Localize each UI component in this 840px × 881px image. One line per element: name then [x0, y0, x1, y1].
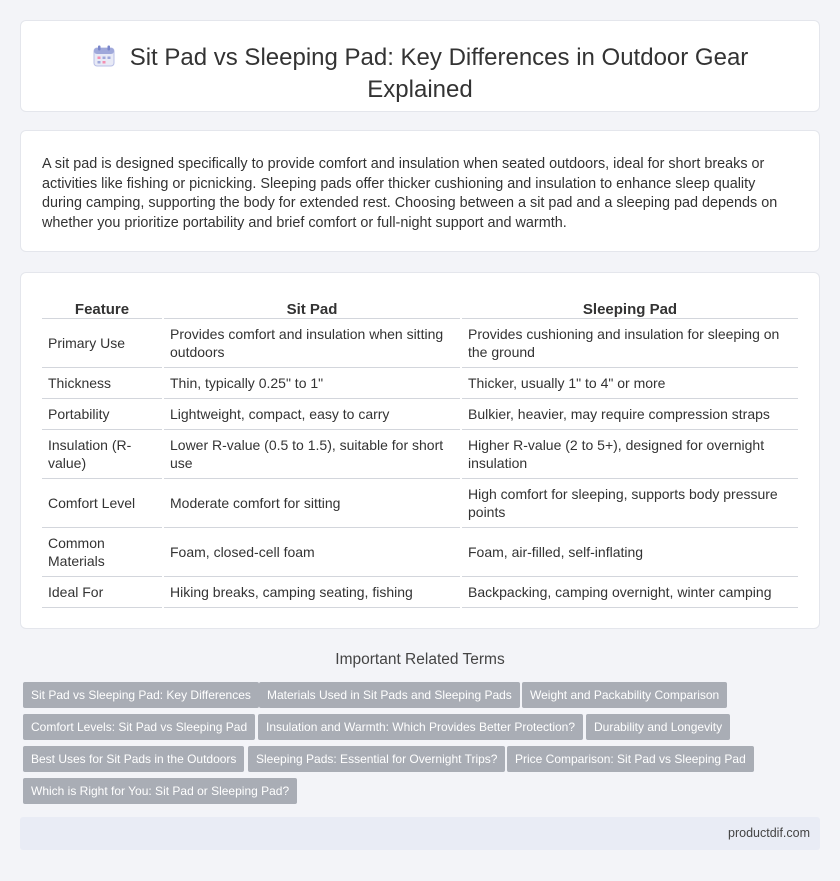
- table-row: [42, 478, 798, 527]
- row-feature: Common Materials: [42, 527, 163, 576]
- footer-site[interactable]: productdif.com: [728, 826, 810, 840]
- row-feature: Insulation (R-value): [42, 429, 163, 478]
- related-tag[interactable]: Which is Right for You: Sit Pad or Sleeping Pad?: [23, 778, 297, 804]
- row-sit-pad: Hiking breaks, camping seating, fishing: [163, 576, 461, 607]
- related-tag[interactable]: Comfort Levels: Sit Pad vs Sleeping Pad: [23, 714, 255, 740]
- calendar-icon: [92, 44, 116, 75]
- row-sit-pad: Thin, typically 0.25" to 1": [163, 367, 461, 398]
- row-sleeping-pad: High comfort for sleeping, supports body pressure points: [461, 478, 798, 527]
- row-feature: Primary Use: [42, 318, 163, 367]
- related-tag[interactable]: Insulation and Warmth: Which Provides Better Protection?: [258, 714, 583, 740]
- header-sleeping-pad: Sleeping Pad: [461, 297, 798, 318]
- intro-card: [20, 130, 820, 252]
- row-sleeping-pad: Provides cushioning and insulation for sleeping on the ground: [461, 318, 798, 367]
- row-sleeping-pad: Backpacking, camping overnight, winter camping: [461, 576, 798, 607]
- page-title: [21, 43, 819, 104]
- row-sit-pad: Lower R-value (0.5 to 1.5), suitable for short use: [163, 429, 461, 478]
- row-sit-pad: Lightweight, compact, easy to carry: [163, 398, 461, 429]
- row-sleeping-pad: Foam, air-filled, self-inflating: [461, 527, 798, 576]
- row-feature: Comfort Level: [42, 478, 163, 527]
- title-line-2: Explained: [367, 76, 473, 103]
- row-sit-pad: Provides comfort and insulation when sitting outdoors: [163, 318, 461, 367]
- related-tag[interactable]: Sleeping Pads: Essential for Overnight Trips?: [248, 746, 505, 772]
- intro-paragraph: A sit pad is designed specifically to provide comfort and insulation when seated outdoors, ideal for short breaks or activities like fishing or picnicking. Sleeping pads offer thicker cushioning and insulation to enhance sleep quality during camping, supporting the body for extended rest. Choosing between a sit pad and a sleeping pad depends on whether you prioritize portability and brief comfort or full-night support and warmth.: [42, 156, 778, 231]
- related-terms-heading: Important Related Terms: [335, 651, 505, 668]
- comparison-card: [20, 272, 820, 629]
- header-feature: Feature: [42, 297, 163, 318]
- related-tag[interactable]: Price Comparison: Sit Pad vs Sleeping Pad: [507, 746, 754, 772]
- table-row: [42, 527, 798, 576]
- comparison-table: [42, 297, 798, 608]
- row-sleeping-pad: Higher R-value (2 to 5+), designed for overnight insulation: [461, 429, 798, 478]
- related-tag[interactable]: Durability and Longevity: [586, 714, 730, 740]
- table-row: [42, 318, 798, 367]
- table-row: [42, 367, 798, 398]
- row-sleeping-pad: Bulkier, heavier, may require compression straps: [461, 398, 798, 429]
- row-sleeping-pad: Thicker, usually 1" to 4" or more: [461, 367, 798, 398]
- row-feature: Portability: [42, 398, 163, 429]
- row-feature: Ideal For: [42, 576, 163, 607]
- row-sit-pad: Foam, closed-cell foam: [163, 527, 461, 576]
- table-header-row: [42, 297, 798, 318]
- table-row: [42, 398, 798, 429]
- header-sit-pad: Sit Pad: [163, 297, 461, 318]
- row-sit-pad: Moderate comfort for sitting: [163, 478, 461, 527]
- footer: [20, 817, 820, 850]
- title-line-1: Sit Pad vs Sleeping Pad: Key Differences in Outdoor Gear: [129, 44, 749, 71]
- table-row: [42, 429, 798, 478]
- table-row: [42, 576, 798, 607]
- row-feature: Thickness: [42, 367, 163, 398]
- related-tag[interactable]: Weight and Packability Comparison: [522, 682, 727, 708]
- related-tag[interactable]: Sit Pad vs Sleeping Pad: Key Differences: [23, 682, 259, 708]
- title-card: [20, 20, 820, 112]
- related-tag[interactable]: Materials Used in Sit Pads and Sleeping Pads: [259, 682, 520, 708]
- related-tag[interactable]: Best Uses for Sit Pads in the Outdoors: [23, 746, 244, 772]
